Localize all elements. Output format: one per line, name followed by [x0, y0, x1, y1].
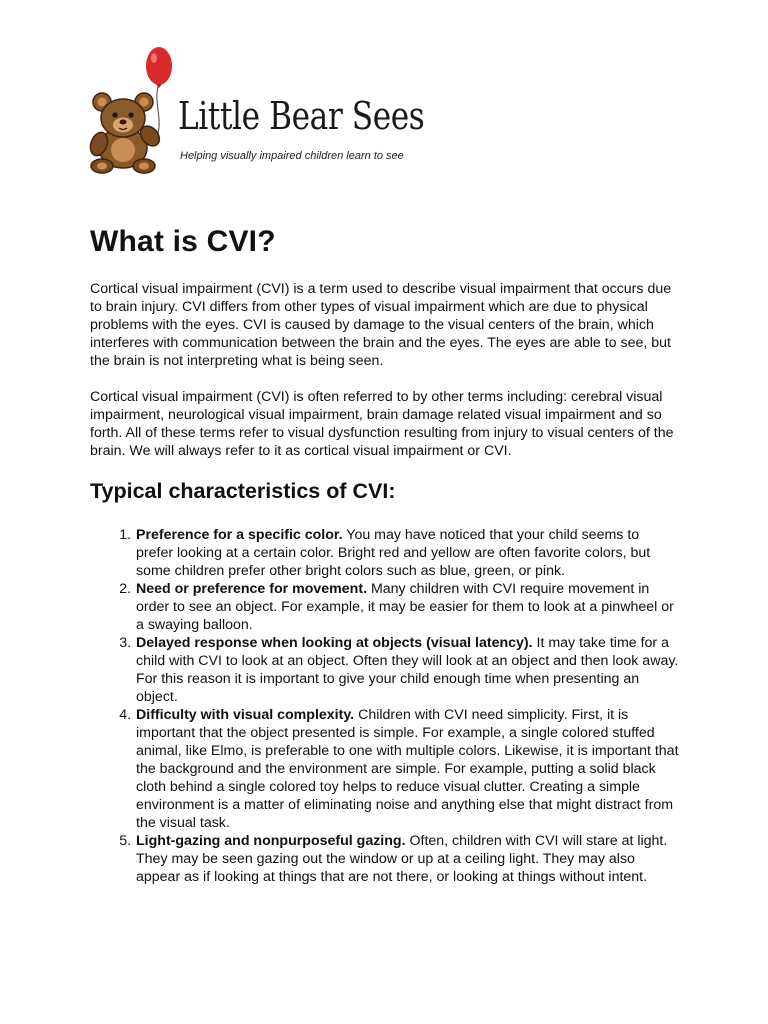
list-item-heading: Need or preference for movement. — [136, 581, 368, 597]
list-item-heading: Difficulty with visual complexity. — [136, 707, 355, 723]
page-title: What is CVI? — [90, 225, 276, 258]
list-item-heading: Light-gazing and nonpurposeful gazing. — [136, 833, 406, 849]
list-item — [135, 634, 680, 706]
characteristics-list — [90, 526, 680, 886]
list-item-text: Many children with CVI require movement in order to see an object. For example, it may be easier for them to look at a pinwheel or a swaying balloon. — [136, 581, 674, 633]
document-body — [90, 224, 680, 886]
list-item-heading: Preference for a specific color. — [136, 527, 343, 543]
list-item-text: You may have noticed that your child seems to prefer looking at a certain color. Bright red and yellow are often favorite colors, but some children prefer other bright colors such as blue, green, or pink. — [136, 527, 651, 579]
list-item-text: Often, children with CVI will stare at light. They may be seen gazing out the window or up at a ceiling light. They may also appear as if looking at things that are not there, or looking at things without intent. — [136, 833, 668, 885]
brand-logo — [88, 44, 428, 174]
section-title: Typical characteristics of CVI: — [90, 479, 396, 503]
brand-name: Little Bear Sees — [178, 94, 425, 138]
teddy-bear-icon — [88, 44, 178, 174]
paragraph-other-terms: Cortical visual impairment (CVI) is often referred to by other terms including: cerebral visual impairment, neurological visual impairment, brain damage related visual impairment and so forth. All of these terms refer to visual dysfunction resulting from injury to visual centers of the brain. We will always refer to it as cortical visual impairment or CVI. — [90, 389, 674, 459]
list-item — [135, 580, 680, 634]
list-item-text: It may take time for a child with CVI to look at an object. Often they will look at an object and then look away. For this reason it is important to give your child enough time when presenting an object. — [136, 635, 679, 705]
brand-tagline: Helping visually impaired children learn to see — [180, 150, 404, 162]
list-item — [135, 526, 680, 580]
list-item-text: Children with CVI need simplicity. First, it is important that the object presented is simple. For example, a single colored stuffed animal, like Elmo, is preferable to one with multiple colors. Likewise, it is important that the background and the environment are simple. For example, putting a solid black cloth behind a single colored toy helps to reduce visual clutter. Creating a simple environment is a matter of eliminating noise and anything else that might distract from the visual task. — [136, 707, 679, 831]
list-item-heading: Delayed response when looking at objects (visual latency). — [136, 635, 533, 651]
paragraph-definition: Cortical visual impairment (CVI) is a term used to describe visual impairment that occurs due to brain injury. CVI differs from other types of visual impairment which are due to physical problems with the eyes. CVI is caused by damage to the visual centers of the brain, which interferes with communication between the brain and the eyes. The eyes are able to see, but the brain is not interpreting what is being seen. — [90, 281, 672, 369]
list-item — [135, 706, 680, 832]
balloon-icon — [146, 47, 172, 85]
list-item — [135, 832, 680, 886]
